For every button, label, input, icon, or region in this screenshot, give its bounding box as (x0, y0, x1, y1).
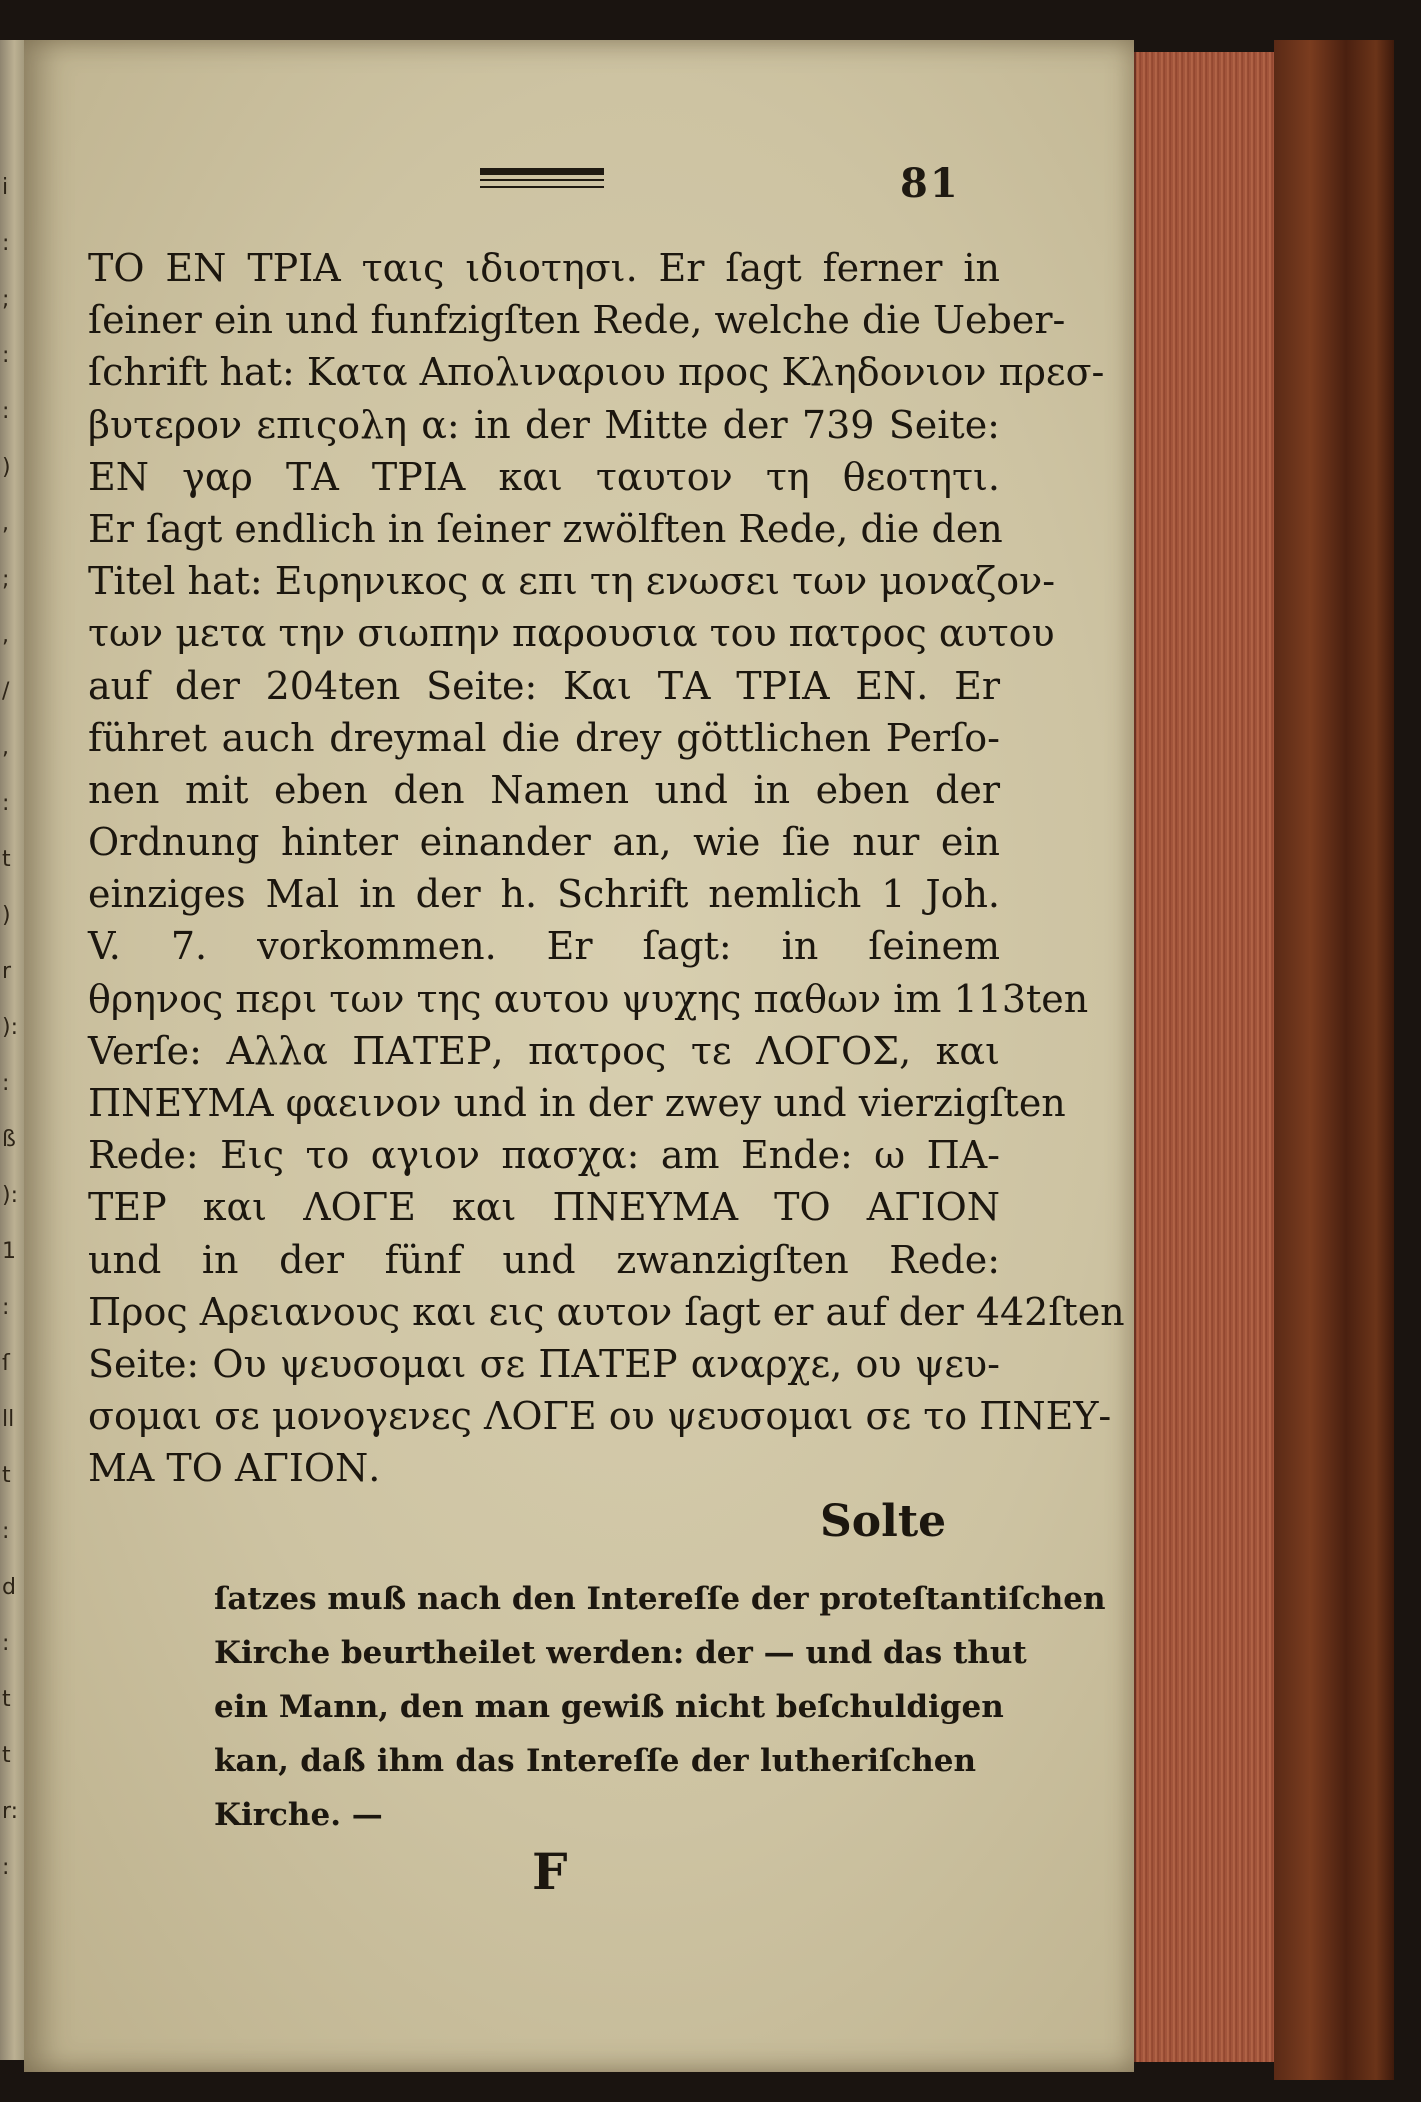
text-line: σομαι σε μονογενες ΛΟΓΕ ου ψευσομαι σε το ΠΝΕΥ- (88, 1394, 1112, 1439)
footnote-line: Kirche. — (214, 1797, 383, 1833)
footnote-line: kan, daß ihm das Intereſſe der lutheriſchen (214, 1743, 976, 1779)
text-line: Προς Αρειανους και εις αυτον ſagt er auf der 442ſten (88, 1289, 1125, 1334)
text-line: ΤΕΡ και ΛΟΓΕ και ΠΝΕΥΜΑ ΤΟ ΑΓΙΟΝ (88, 1185, 1000, 1230)
text-line: einziges Mal in der h. Schrift nemlich 1 Joh. (88, 872, 1000, 917)
text-line: nen mit eben den Namen und in eben der (88, 767, 1000, 812)
text-line: Er ſagt endlich in ſeiner zwölften Rede, die den (88, 506, 1003, 551)
footnote-text (214, 1572, 1106, 1842)
footnote-line: ein Mann, den man gewiß nicht beſchuldigen (214, 1689, 1004, 1725)
text-line: und in der fünf und zwanzigſten Rede: (88, 1237, 1000, 1282)
text-line: θρηνος περι των της αυτου ψυχης παθων im 113ten (88, 976, 1089, 1021)
facing-page-edge (0, 40, 24, 2060)
body-text (88, 242, 1125, 1495)
text-line: Ordnung hinter einander an, wie ſie nur ein (88, 820, 1000, 865)
text-line: βυτερον επιςολη α: in der Mitte der 739 Seite: (88, 402, 1000, 447)
text-line: auf der 204ten Seite: Και ΤΑ ΤΡΙΑ ΕΝ. Er (88, 663, 1000, 708)
background-shadow (1394, 30, 1421, 2090)
signature-mark: F (532, 1842, 568, 1901)
page-number: 81 (900, 160, 960, 207)
text-line: Titel hat: Ειρηνικος α επι τη ενωσει των μοναζον- (88, 559, 1056, 604)
page-block-edges (1134, 52, 1276, 2062)
text-line: ΜΑ ΤΟ ΑΓΙΟΝ. (88, 1446, 381, 1491)
catchword: Solte (820, 1496, 947, 1547)
text-line: Verſe: Αλλα ΠΑΤΕΡ, πατρος τε ΛΟΓΟΣ, και (88, 1028, 1000, 1073)
text-line: ΕΝ γαρ ΤΑ ΤΡΙΑ και ταυτον τη θεοτητι. (88, 454, 1000, 499)
book-cover (1274, 40, 1394, 2080)
text-line: των μετα την σιωπην παρουσια του πατρος αυτου (88, 611, 1055, 656)
text-line: ΤΟ ΕΝ ΤΡΙΑ ταις ιδιοτησι. Er ſagt ferner in (88, 246, 1000, 290)
text-line: V. 7. vorkommen. Er ſagt: in ſeinem (88, 924, 1000, 969)
text-line: ΠΝΕΥΜΑ φαεινον und in der zwey und vierzigſten (88, 1081, 1066, 1125)
text-line: führet auch dreymal die drey göttlichen Perſo- (88, 715, 1000, 760)
text-line: ſchrift hat: Κατα Απολιναριου προς Κληδονιον πρεσ- (88, 350, 1105, 395)
header-ornament-rule (480, 168, 604, 190)
text-line: ſeiner ein und funfzigſten Rede, welche die Ueber- (88, 298, 1066, 343)
footnote-line: ſatzes muß nach den Intereſſe der proteſtantiſchen (214, 1581, 1106, 1617)
footnote-line: Kirche beurtheilet werden: der — und das thut (214, 1635, 1027, 1671)
text-line: Seite: Ου ψευσομαι σε ΠΑΤΕΡ αναρχε, ου ψευ- (88, 1341, 1000, 1386)
text-line: Rede: Εις το αγιον πασχα: am Ende: ω ΠΑ- (88, 1133, 1000, 1178)
facing-page-text-fragments: i : ; : : ) , ; , / , : t ) r ): : ß ): 1 : ſ ll t : d : t t r: : (2, 175, 19, 1880)
